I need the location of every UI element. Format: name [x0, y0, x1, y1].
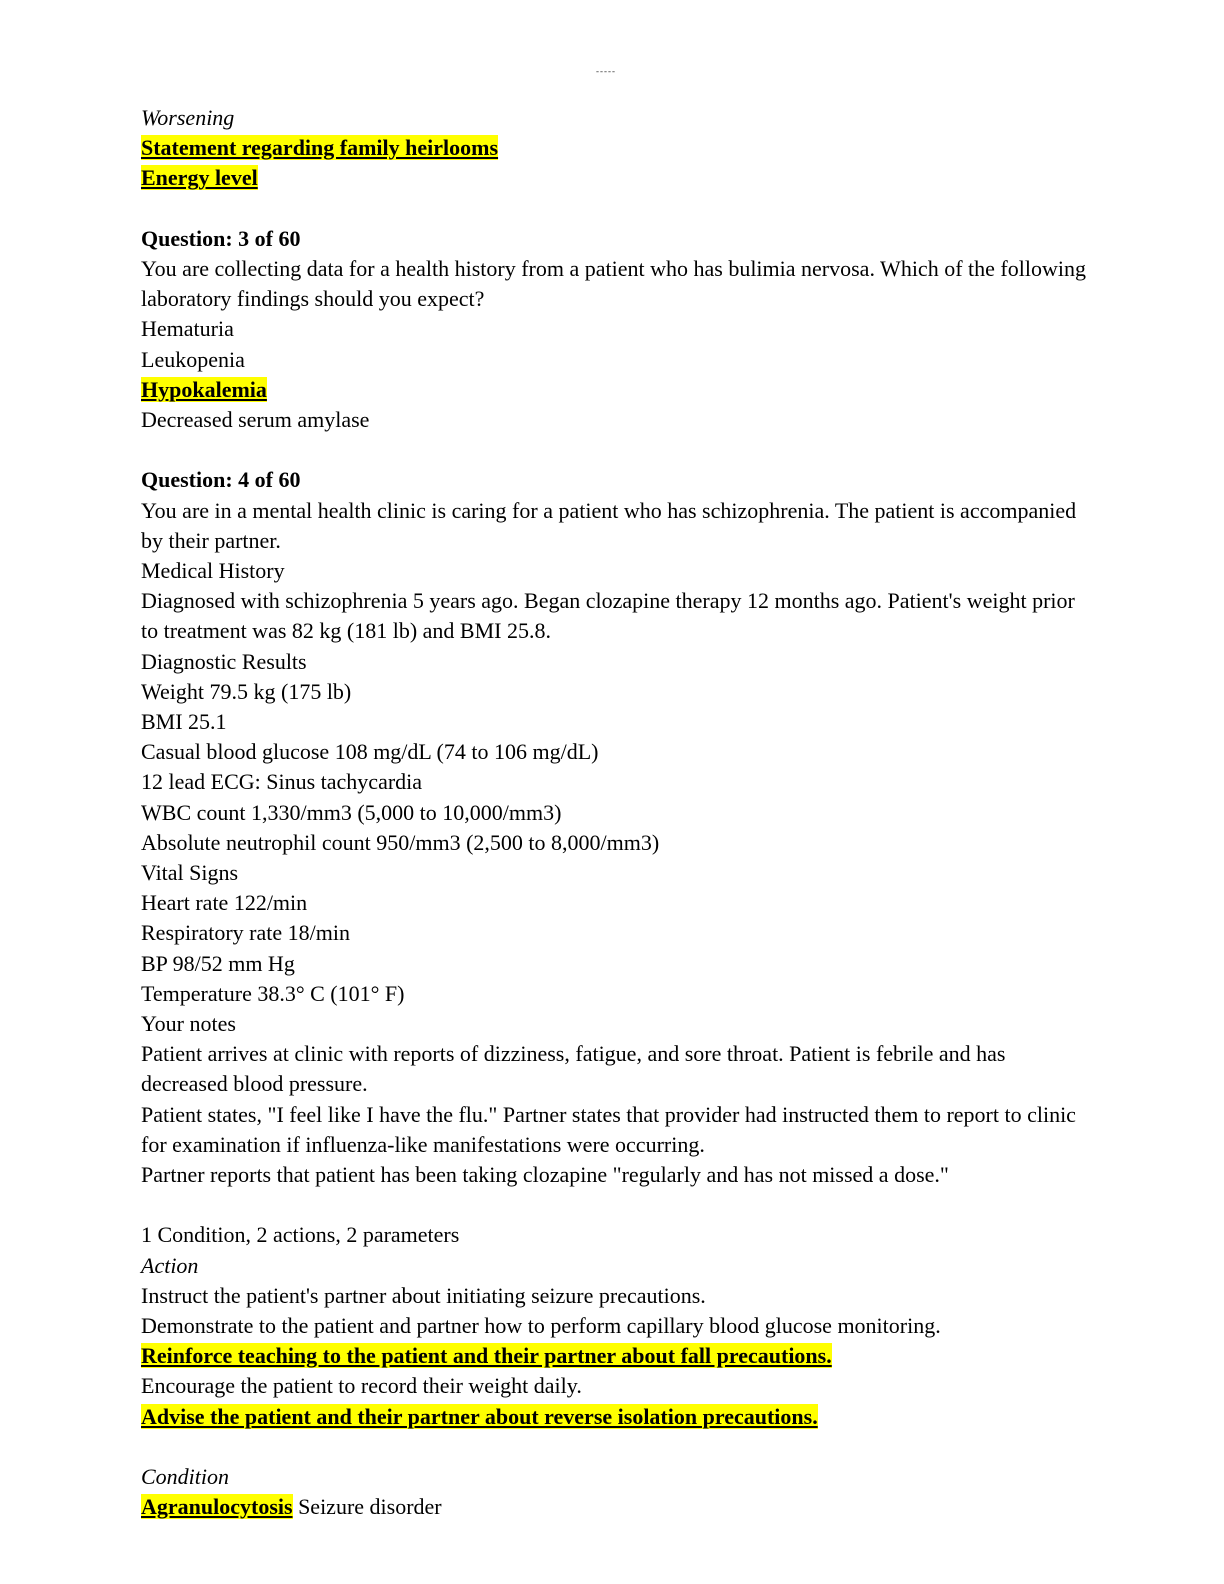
q4-action-2: Demonstrate to the patient and partner how to perform capillary blood glucose monitoring.	[141, 1313, 941, 1339]
q2-tail-heading: Worsening	[141, 105, 235, 130]
q4-condition-other: Seizure disorder	[298, 1494, 442, 1520]
page-header-mark: -----	[596, 66, 616, 76]
q4-diagnostic-item: WBC count 1,330/mm3 (5,000 to 10,000/mm3)	[141, 799, 562, 825]
q4-notes-label: Your notes	[141, 1011, 236, 1037]
q4-action-5-correct: Advise the patient and their partner about reverse isolation precautions.	[141, 1403, 818, 1429]
spacer	[141, 1190, 1091, 1220]
q3-option-2: Leukopenia	[141, 346, 245, 372]
q4-diagnostic-item: Weight 79.5 kg (175 lb)	[141, 678, 352, 704]
q4-action-1: Instruct the patient's partner about initiating seizure precautions.	[141, 1282, 706, 1308]
q3-option-1: Hematuria	[141, 316, 234, 342]
q4-note: Patient arrives at clinic with reports of dizziness, fatigue, and sore throat. Patient is febrile and has decreased blood pressure.	[141, 1041, 1006, 1097]
document-body	[141, 103, 1091, 1522]
q4-action-4: Encourage the patient to record their weight daily.	[141, 1373, 582, 1399]
q4-action-label: Action	[141, 1252, 199, 1278]
q4-condition-label: Condition	[141, 1464, 230, 1490]
q4-vital-item: Heart rate 122/min	[141, 890, 308, 916]
q4-diagnostic-item: Casual blood glucose 108 mg/dL (74 to 106 mg/dL)	[141, 739, 599, 765]
q4-heading: Question: 4 of 60	[141, 467, 301, 493]
q4-diagnostic-item: BMI 25.1	[141, 709, 227, 735]
q4-vitals-label: Vital Signs	[141, 860, 239, 886]
q3-option-4: Decreased serum amylase	[141, 407, 370, 433]
q4-note: Partner reports that patient has been taking clozapine "regularly and has not missed a dose."	[141, 1162, 949, 1188]
q4-note: Patient states, "I feel like I have the flu." Partner states that provider had instructed them to report to clinic for examination if influenza-like manifestations were occurring.	[141, 1101, 1076, 1157]
q4-stem: You are in a mental health clinic is caring for a patient who has schizophrenia. The patient is accompanied by their partner.	[141, 497, 1077, 553]
q4-diagnostic-label: Diagnostic Results	[141, 648, 307, 674]
q3-option-3-correct: Hypokalemia	[141, 376, 267, 402]
spacer	[141, 1432, 1091, 1462]
q4-vital-item: Temperature 38.3° C (101° F)	[141, 980, 405, 1006]
q3-heading: Question: 3 of 60	[141, 225, 301, 251]
q4-vital-item: Respiratory rate 18/min	[141, 920, 350, 946]
q4-diagnostic-item: Absolute neutrophil count 950/mm3 (2,500 to 8,000/mm3)	[141, 829, 660, 855]
q4-medical-history: Diagnosed with schizophrenia 5 years ago. Began clozapine therapy 12 months ago. Patient's weight prior to treatment was 82 kg (181 lb) and BMI 25.8.	[141, 588, 1075, 644]
q4-instruction: 1 Condition, 2 actions, 2 parameters	[141, 1222, 460, 1248]
q4-vital-item: BP 98/52 mm Hg	[141, 950, 295, 976]
q3-stem: You are collecting data for a health history from a patient who has bulimia nervosa. Which of the following laboratory findings should you expect?	[141, 256, 1086, 312]
q2-answer-energy: Energy level	[141, 165, 258, 191]
q4-medical-history-label: Medical History	[141, 558, 285, 584]
q4-condition-correct: Agranulocytosis	[141, 1494, 293, 1520]
spacer	[141, 435, 1091, 465]
spacer	[141, 194, 1091, 224]
q4-diagnostic-item: 12 lead ECG: Sinus tachycardia	[141, 769, 423, 795]
q4-action-3-correct: Reinforce teaching to the patient and their partner about fall precautions.	[141, 1343, 832, 1369]
q2-answer-heirlooms: Statement regarding family heirlooms	[141, 135, 499, 161]
